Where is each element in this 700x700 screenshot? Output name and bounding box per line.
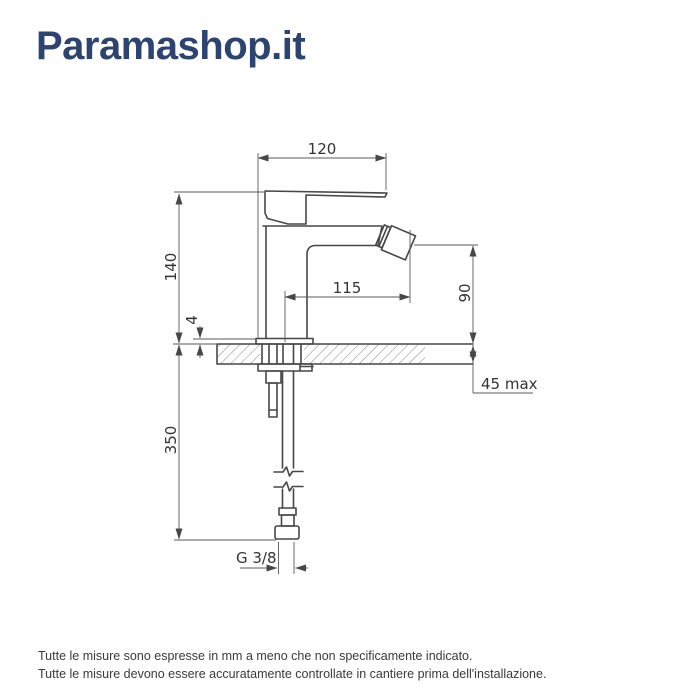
footer-notes <box>38 648 678 683</box>
mounting-stud <box>266 371 281 417</box>
mounting-flange <box>258 364 313 371</box>
dim-label-deck-max: 45 max <box>481 375 538 393</box>
flexible-hose <box>274 371 303 508</box>
dim-label-spout-height: 90 <box>456 283 474 303</box>
through-deck-shank <box>262 344 301 364</box>
pipe-break-symbol <box>274 482 303 491</box>
pipe-break-symbol <box>274 467 303 476</box>
below-deck-assembly <box>258 344 313 539</box>
hose-end-connector <box>275 508 299 539</box>
footer-note-line2: Tutte le misure devono essere accuratamente controllate in cantiere prima dell'installazione. <box>38 666 547 681</box>
site-logo: Paramashop.it <box>36 24 306 68</box>
dim-label-spout-reach: 115 <box>332 279 362 297</box>
dim-label-hose-length: 350 <box>162 425 180 455</box>
footer-note-line1: Tutte le misure sono espresse in mm a meno che non specificamente indicato. <box>38 649 473 663</box>
dim-label-height-body: 140 <box>162 252 180 282</box>
lever-handle <box>265 191 387 224</box>
aerator <box>376 225 416 260</box>
dim-label-thread: G 3/8 <box>236 549 277 567</box>
body-and-spout <box>263 226 382 338</box>
faucet-outline <box>256 191 416 344</box>
dim-label-width-top: 120 <box>307 140 337 158</box>
countertop-deck <box>217 344 473 364</box>
dim-label-plate-thickness: 4 <box>183 315 201 325</box>
base-plate <box>256 339 313 345</box>
